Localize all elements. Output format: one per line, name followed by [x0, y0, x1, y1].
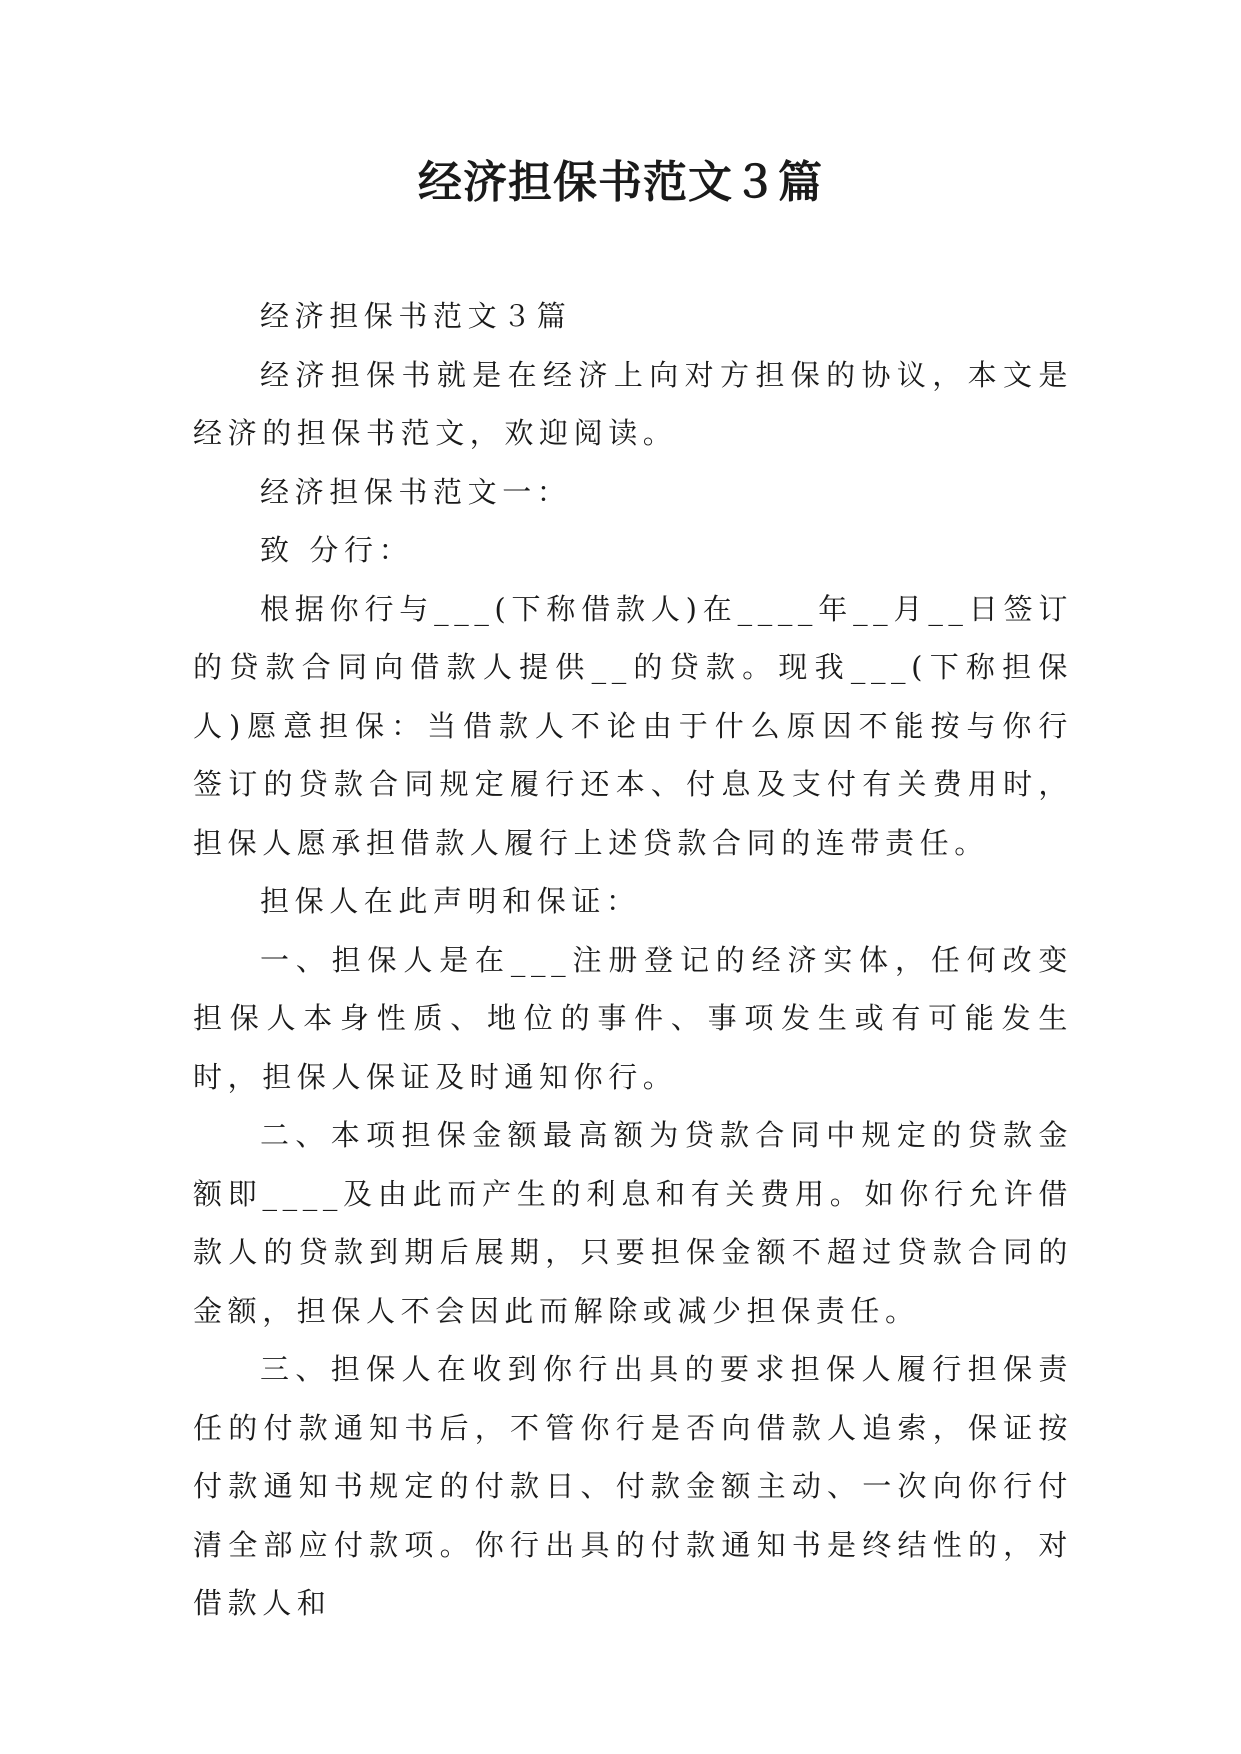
paragraph-clause-2: 二、本项担保金额最高额为贷款合同中规定的贷款金额即____及由此而产生的利息和有关费用。如你行允许借款人的贷款到期后展期，只要担保金额不超过贷款合同的金额，担保人不会因此而解除或减少担保责任。 — [193, 1118, 1073, 1328]
paragraph-addressee: 致 分行： — [260, 533, 414, 567]
paragraph-sample-heading: 经济担保书范文一： — [260, 474, 572, 509]
paragraph-declaration-heading: 担保人在此声明和保证： — [260, 884, 641, 918]
document-title: 经济担保书范文３篇 — [418, 157, 823, 208]
paragraph-intro: 经济担保书就是在经济上向对方担保的协议，本文是经济的担保书范文，欢迎阅读。 — [193, 357, 1073, 450]
paragraph-clause-1: 一、担保人是在___注册登记的经济实体，任何改变担保人本身性质、地位的事件、事项发生或有可能发生时，担保人保证及时通知你行。 — [193, 942, 1073, 1094]
document-body — [193, 287, 1073, 1633]
paragraph-subtitle: 经济担保书范文３篇 — [260, 299, 572, 333]
paragraph-clause-3: 三、担保人在收到你行出具的要求担保人履行担保责任的付款通知书后，不管你行是否向借款人追索，保证按付款通知书规定的付款日、付款金额主动、一次向你行付清全部应付款项。你行出具的付款通知书是终结性的，对借款人和 — [193, 1352, 1073, 1620]
paragraph-guarantee-statement: 根据你行与___(下称借款人)在____年__月__日签订的贷款合同向借款人提供__的贷款。现我___(下称担保人)愿意担保：当借款人不论由于什么原因不能按与你行签订的贷款合同规定履行还本、付息及支付有关费用时，担保人愿承担借款人履行上述贷款合同的连带责任。 — [193, 591, 1073, 860]
